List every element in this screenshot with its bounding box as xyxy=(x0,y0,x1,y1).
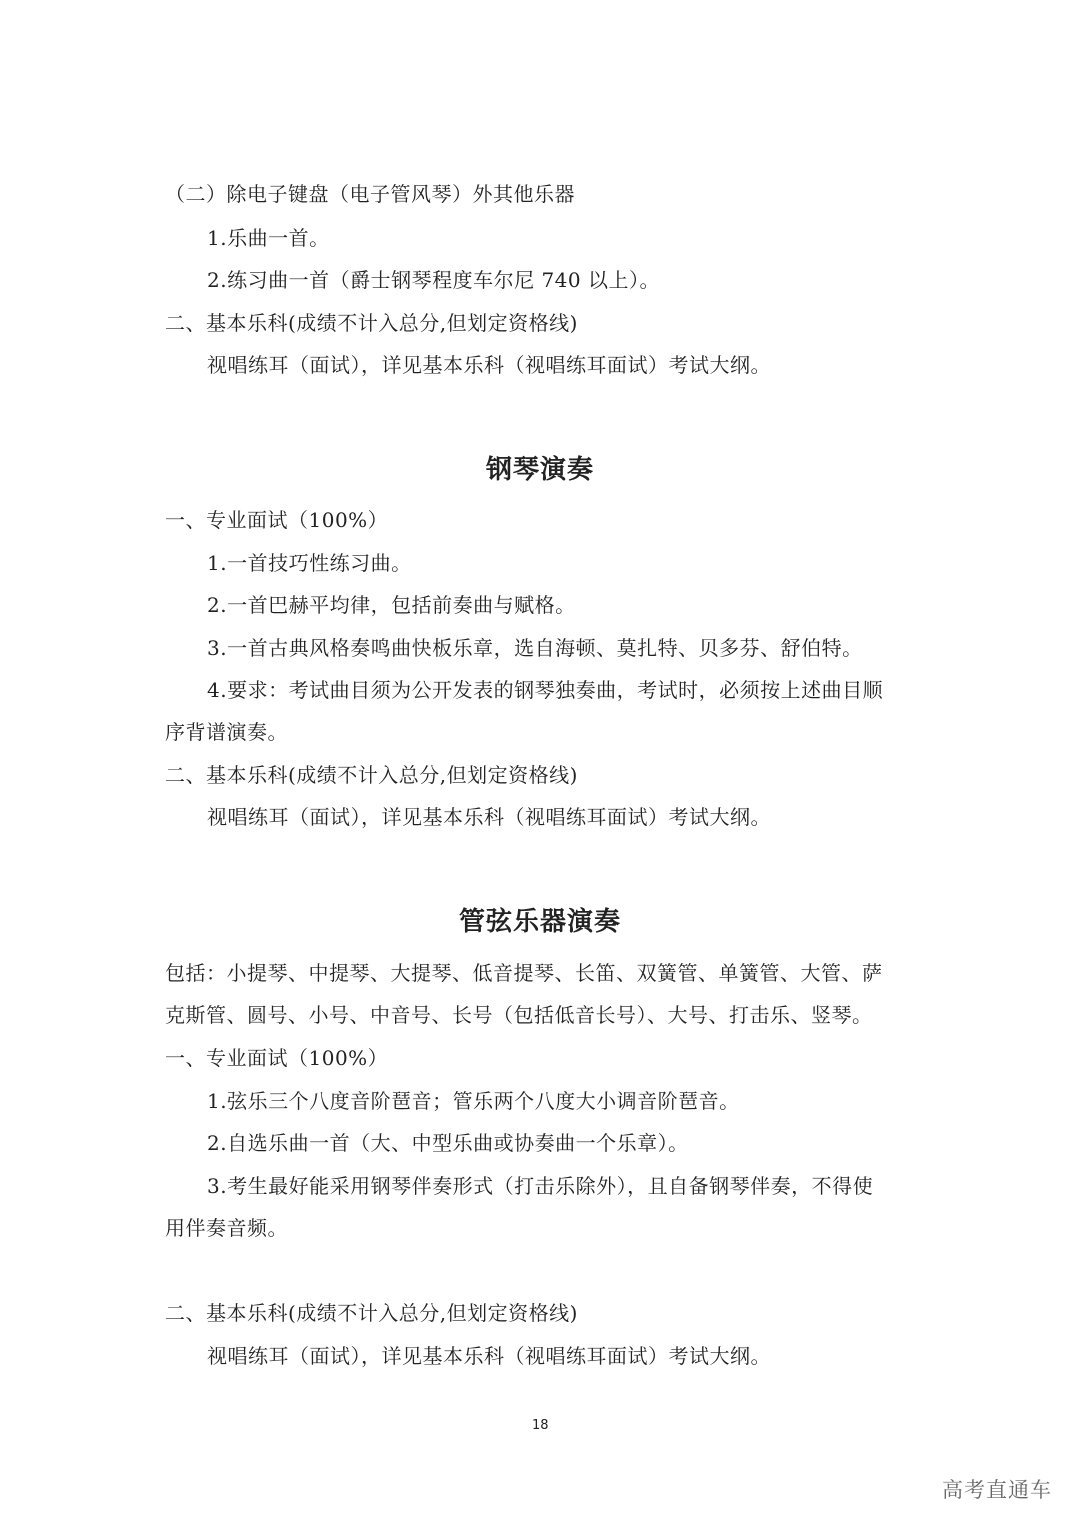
list-item: 3.考生最好能采用钢琴伴奏形式（打击乐除外），且自备钢琴伴奏，不得使 xyxy=(207,1174,874,1198)
section-title: 管弦乐器演奏 xyxy=(458,907,621,937)
watermark: 高考直通车 xyxy=(942,1478,1052,1502)
paragraph: 视唱练耳（面试），详见基本乐科（视唱练耳面试）考试大纲。 xyxy=(207,353,771,377)
list-item: 1.乐曲一首。 xyxy=(207,226,330,250)
list-item-continuation: 用伴奏音频。 xyxy=(165,1216,288,1240)
list-item: 2.练习曲一首（爵士钢琴程度车尔尼 740 以上）。 xyxy=(207,268,660,292)
list-item: 1.一首技巧性练习曲。 xyxy=(207,551,412,575)
paragraph: 视唱练耳（面试），详见基本乐科（视唱练耳面试）考试大纲。 xyxy=(207,1344,771,1368)
list-item: 1.弦乐三个八度音阶琶音；管乐两个八度大小调音阶琶音。 xyxy=(207,1089,740,1113)
section-heading: 二、基本乐科(成绩不计入总分,但划定资格线) xyxy=(165,311,578,335)
section-heading: 一、专业面试（100%） xyxy=(165,1046,389,1070)
list-item: 3.一首古典风格奏鸣曲快板乐章，选自海顿、莫扎特、贝多芬、舒伯特。 xyxy=(207,636,863,660)
section-heading: 一、专业面试（100%） xyxy=(165,508,389,532)
list-item: 4.要求：考试曲目须为公开发表的钢琴独奏曲，考试时，必须按上述曲目顺 xyxy=(207,678,884,702)
section-heading: 二、基本乐科(成绩不计入总分,但划定资格线) xyxy=(165,763,578,787)
section-heading: 二、基本乐科(成绩不计入总分,但划定资格线) xyxy=(165,1301,578,1325)
list-item-continuation: 序背谱演奏。 xyxy=(165,720,288,744)
page-number: 18 xyxy=(532,1418,549,1433)
subsection-heading: （二）除电子键盘（电子管风琴）外其他乐器 xyxy=(165,182,575,206)
paragraph: 视唱练耳（面试），详见基本乐科（视唱练耳面试）考试大纲。 xyxy=(207,805,771,829)
paragraph: 包括：小提琴、中提琴、大提琴、低音提琴、长笛、双簧管、单簧管、大管、萨 xyxy=(165,961,883,985)
section-title: 钢琴演奏 xyxy=(485,455,594,485)
paragraph: 克斯管、圆号、小号、中音号、长号（包括低音长号）、大号、打击乐、竖琴。 xyxy=(165,1003,873,1027)
list-item: 2.自选乐曲一首（大、中型乐曲或协奏曲一个乐章）。 xyxy=(207,1131,689,1155)
list-item: 2.一首巴赫平均律，包括前奏曲与赋格。 xyxy=(207,593,576,617)
